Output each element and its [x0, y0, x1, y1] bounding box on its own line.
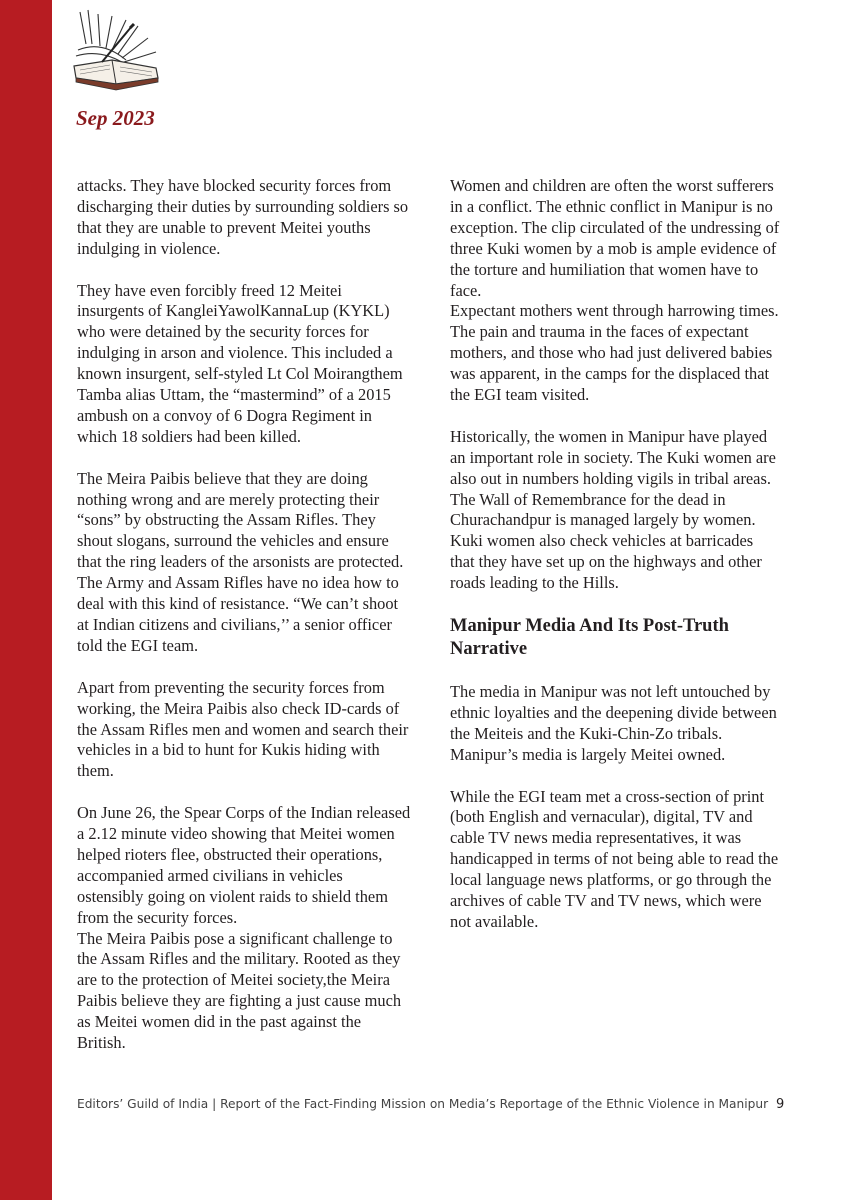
right-text-column [450, 176, 780, 954]
left-accent-bar [0, 0, 52, 1200]
footer-text: Editors’ Guild of India | Report of the Fact-Finding Mission on Media’s Reportage of the Ethnic Violence in Manipur [77, 1097, 769, 1111]
paragraph: The Meira Paibis pose a significant challenge to the Assam Rifles and the military. Rooted as they are to the protection of Meitei society,the Meira Paibis believe they are fighting a just cause much as Meitei women did in the past against the British. [77, 928, 402, 1053]
left-text-column [77, 176, 411, 1075]
page-footer [77, 1097, 797, 1112]
paragraph: The Meira Paibis believe that they are doing nothing wrong and are merely protecting their “sons” by obstructing the Assam Rifles. They shout slogans, surround the vehicles and ensure that the ring leaders of the arsonists are protected. The Army and Assam Rifles have no idea how to deal with this kind of resistance. “We can’t shoot at Indian citizens and civilians,’’ a senior officer told the EGI team. [77, 468, 404, 655]
paragraph: While the EGI team met a cross-section of print (both English and vernacular), digital, TV and cable TV news media representatives, it was handicapped in terms of not being able to read the local language news platforms, or go through the archives of cable TV and TV news, which were not available. [450, 786, 779, 931]
paragraph: Women and children are often the worst sufferers in a conflict. The ethnic conflict in Manipur is no exception. The clip circulated of the undressing of three Kuki women by a mob is ample evidence of the torture and humiliation that women have to face. [450, 176, 780, 300]
paragraph: attacks. They have blocked security forces from discharging their duties by surrounding soldiers so that they are unable to prevent Meitei youths indulging in violence. [77, 176, 409, 258]
paragraph: On June 26, the Spear Corps of the Indian released a 2.12 minute video showing that Meitei women helped rioters flee, obstructed their operations, accompanied armed civilians in vehicles ostensibly going on violent raids to shield them from the security forces. [77, 803, 411, 927]
page-number: 9 [775, 1097, 785, 1112]
paragraph: Apart from preventing the security forces from working, the Meira Paibis also check ID-cards of the Assam Rifles men and women and search their vehicles in a bid to hunt for Kukis hiding with them. [77, 677, 409, 781]
paragraph: Expectant mothers went through harrowing times. The pain and trauma in the faces of expectant mothers, and those who had just delivered babies was apparent, in the camps for the displaced that the EGI team visited. [450, 301, 779, 405]
issue-date: Sep 2023 [76, 106, 155, 130]
book-logo-icon [72, 4, 162, 104]
paragraph: Historically, the women in Manipur have played an important role in society. The Kuki women are also out in numbers holding vigils in tribal areas. The Wall of Remembrance for the dead in Churachandpur is managed largely by women. Kuki women also check vehicles at barricades that they have set up on the highways and other roads leading to the Hills. [450, 426, 776, 593]
section-heading: Manipur Media And Its Post-Truth Narrative [450, 616, 729, 659]
paragraph: They have even forcibly freed 12 Meitei insurgents of KangleiYawolKannaLup (KYKL) who were detained by the security forces for indulging in arson and violence. This included a known insurgent, self-styled Lt Col Moirangthem Tamba alias Uttam, the “mastermind” of a 2015 ambush on a convoy of 6 Dogra Regiment in which 18 soldiers had been killed. [77, 280, 403, 446]
paragraph: The media in Manipur was not left untouched by ethnic loyalties and the deepening divide between the Meiteis and the Kuki-Chin-Zo tribals. Manipur’s media is largely Meitei owned. [450, 682, 777, 764]
